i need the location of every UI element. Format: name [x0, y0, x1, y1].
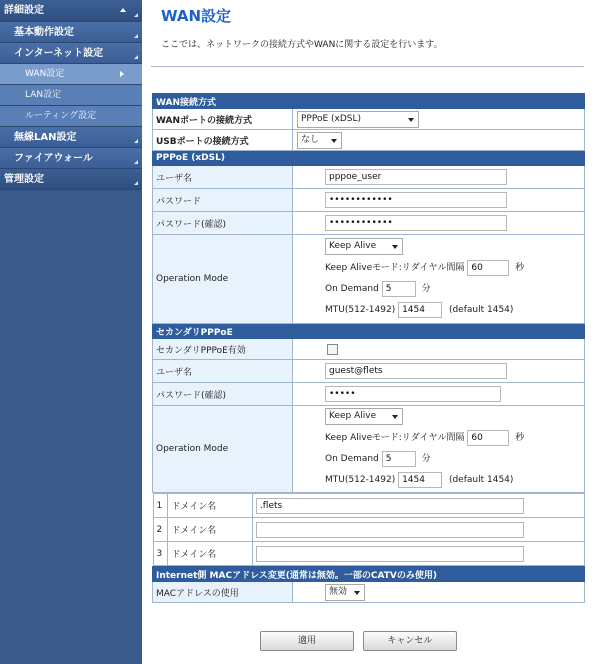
pppoe-password-input[interactable]	[325, 192, 507, 208]
form-buttons	[260, 631, 457, 651]
corner-icon	[134, 181, 138, 185]
selected-value: Keep Alive	[329, 411, 377, 421]
apply-button[interactable]: 適用	[260, 631, 354, 651]
sidebar-item-firewall[interactable]	[0, 148, 142, 169]
section-header-mac	[153, 567, 585, 582]
domain-row-3	[153, 542, 584, 566]
pppoe-username-row	[153, 166, 585, 189]
sidebar-item-management-settings[interactable]	[0, 169, 142, 190]
section-title: Internet側 MACアドレス変更(通常は無効。一部のCATVのみ使用)	[153, 567, 585, 582]
selected-value: PPPoE (xDSL)	[301, 113, 362, 124]
sidebar-item-label: インターネット設定	[14, 48, 104, 59]
password-confirm-label: パスワード(確認)	[153, 212, 293, 235]
secondary-mtu-input[interactable]	[398, 472, 442, 488]
password-confirm-label: パスワード(確認)	[153, 383, 293, 406]
wan-port-row	[153, 109, 585, 130]
domain-label: ドメイン名	[168, 542, 252, 566]
chevron-down-icon	[354, 591, 360, 595]
corner-icon	[134, 139, 138, 143]
sidebar-item-label: 無線LAN設定	[14, 132, 77, 143]
domain-row-1	[153, 494, 584, 518]
page-title: WAN設定	[161, 7, 232, 25]
selected-value: なし	[301, 134, 320, 145]
domain-rows	[153, 493, 585, 567]
pppoe-operation-mode-row	[153, 235, 585, 324]
operation-mode-label: Operation Mode	[153, 235, 293, 324]
keepalive-label: Keep Aliveモード:リダイヤル間隔	[325, 433, 465, 443]
section-title: WAN接続方式	[153, 94, 585, 109]
username-label: ユーザ名	[153, 166, 293, 189]
sidebar-item-label: WAN設定	[25, 69, 65, 79]
section-header-pppoe	[153, 151, 585, 166]
pppoe-password-confirm-input[interactable]	[325, 215, 507, 231]
sidebar-item-label: ファイアウォール	[14, 153, 93, 164]
corner-icon	[134, 160, 138, 164]
mtu-label: MTU(512-1492)	[325, 475, 396, 485]
sidebar-item-wireless-lan-settings[interactable]	[0, 127, 142, 148]
secondary-username-row	[153, 360, 585, 383]
sidebar-item-lan-settings[interactable]	[0, 85, 142, 106]
ondemand-label: On Demand	[325, 454, 379, 464]
section-header-secondary-pppoe	[153, 324, 585, 339]
sidebar-item-label: LAN設定	[25, 90, 62, 100]
secondary-mode-select[interactable]	[325, 408, 403, 425]
domain-row-2	[153, 518, 584, 542]
ondemand-unit: 分	[421, 284, 431, 294]
sidebar-item-label: 詳細設定	[4, 5, 44, 16]
chevron-down-icon	[392, 245, 398, 249]
usb-port-row	[153, 130, 585, 151]
page-description: ここでは、ネットワークの接続方式やWANに関する設定を行います。	[161, 40, 443, 50]
sidebar-item-basic-settings[interactable]	[0, 22, 142, 43]
secondary-password-input[interactable]	[325, 386, 501, 402]
mac-use-select[interactable]	[325, 584, 365, 601]
domain-label: ドメイン名	[168, 518, 252, 542]
keepalive-unit: 秒	[515, 263, 525, 273]
wan-settings-table	[152, 93, 585, 603]
pppoe-mtu-input[interactable]	[398, 302, 442, 318]
pppoe-username-input[interactable]	[325, 169, 507, 185]
ondemand-label: On Demand	[325, 284, 379, 294]
sidebar-item-label: ルーティング設定	[25, 111, 97, 121]
sidebar-item-advanced-settings[interactable]	[0, 0, 142, 22]
usb-port-label: USBポートの接続方式	[153, 130, 293, 151]
secondary-ondemand-input[interactable]	[382, 451, 416, 467]
cancel-button[interactable]: キャンセル	[363, 631, 457, 651]
chevron-down-icon	[331, 139, 337, 143]
section-title: セカンダリPPPoE	[153, 324, 585, 339]
pppoe-mode-select[interactable]	[325, 238, 403, 255]
corner-icon	[134, 13, 138, 17]
domain-label: ドメイン名	[168, 494, 252, 518]
pppoe-password-row	[153, 189, 585, 212]
secondary-password-row	[153, 383, 585, 406]
chevron-down-icon	[392, 415, 398, 419]
secondary-operation-mode-row	[153, 406, 585, 493]
selected-arrow-icon	[120, 71, 124, 77]
ondemand-unit: 分	[421, 454, 431, 464]
chevron-down-icon	[408, 118, 414, 122]
domain-input-2[interactable]	[256, 522, 524, 538]
sidebar-item-internet-settings[interactable]	[0, 43, 142, 64]
secondary-enable-checkbox[interactable]	[327, 344, 338, 355]
keepalive-label: Keep Aliveモード:リダイヤル間隔	[325, 263, 465, 273]
corner-icon	[134, 34, 138, 38]
secondary-keepalive-input[interactable]	[467, 430, 509, 446]
wan-port-label: WANポートの接続方式	[153, 109, 293, 130]
sidebar	[0, 0, 142, 664]
domain-number: 3	[153, 542, 168, 566]
selected-value: Keep Alive	[329, 241, 377, 251]
usb-port-select[interactable]	[297, 132, 342, 149]
domain-number: 1	[153, 494, 168, 518]
mtu-default: (default 1454)	[448, 475, 514, 485]
selected-value: 無効	[329, 586, 348, 597]
sidebar-item-routing-settings[interactable]	[0, 106, 142, 127]
section-title: PPPoE (xDSL)	[153, 151, 585, 166]
pppoe-password-confirm-row	[153, 212, 585, 235]
username-label: ユーザ名	[153, 360, 293, 383]
password-label: パスワード	[153, 189, 293, 212]
mac-use-label: MACアドレスの使用	[153, 582, 293, 603]
sidebar-item-label: 基本動作設定	[14, 27, 74, 38]
divider	[151, 66, 584, 67]
secondary-username-input[interactable]	[325, 363, 507, 379]
domain-input-1[interactable]	[256, 498, 524, 514]
collapse-up-icon	[120, 8, 126, 12]
wan-port-select[interactable]	[297, 111, 419, 128]
corner-icon	[134, 55, 138, 59]
sidebar-item-wan-settings[interactable]	[0, 64, 142, 85]
pppoe-ondemand-input[interactable]	[382, 281, 416, 297]
sidebar-item-label: 管理設定	[4, 174, 44, 185]
domain-number: 2	[153, 518, 168, 542]
pppoe-keepalive-input[interactable]	[467, 260, 509, 276]
section-header-wan-method	[153, 94, 585, 109]
domain-table	[153, 493, 585, 566]
mtu-label: MTU(512-1492)	[325, 305, 396, 315]
keepalive-unit: 秒	[515, 433, 525, 443]
mac-use-row	[153, 582, 585, 603]
mtu-default: (default 1454)	[448, 305, 514, 315]
secondary-enable-label: セカンダリPPPoE有効	[153, 339, 293, 360]
secondary-enable-row	[153, 339, 585, 360]
domain-input-3[interactable]	[256, 546, 524, 562]
operation-mode-label: Operation Mode	[153, 406, 293, 493]
